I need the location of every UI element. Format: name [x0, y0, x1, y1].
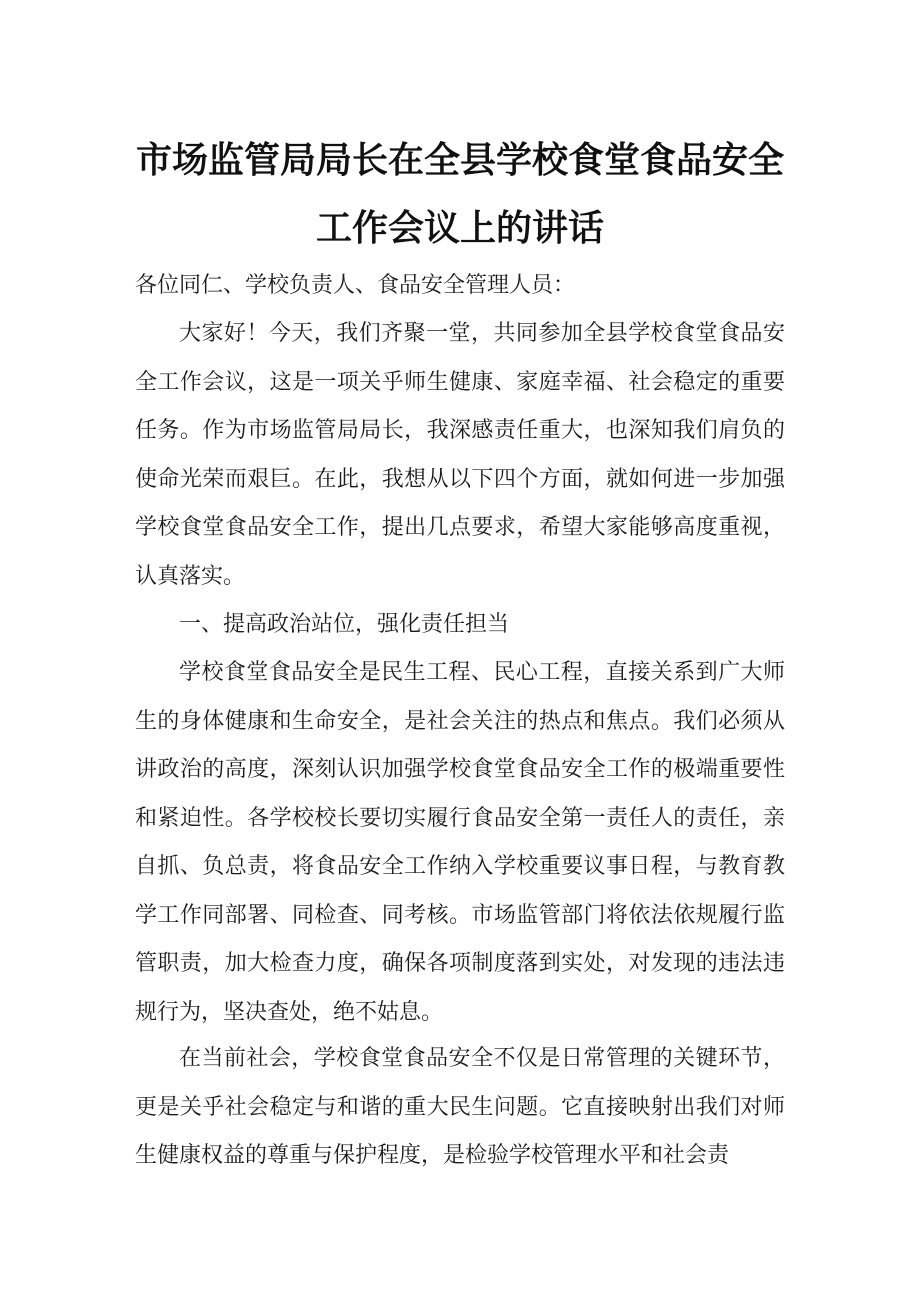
document-title-line2: 工作会议上的讲话 [315, 208, 604, 249]
section-heading-1: 一、提高政治站位，强化责任担当 [179, 612, 510, 637]
paragraph-intro: 大家好！今天，我们齐聚一堂，共同参加全县学校食堂食品安全工作会议，这是一项关乎师生健康、家庭幸福、社会稳定的重要任务。作为市场监管局局长，我深感责任重大，也深知我们肩负的使命光荣而艰巨。在此，我想从以下四个方面，就如何进一步加强学校食堂食品安全工作，提出几点要求，希望大家能够高度重视，认真落实。 [135, 321, 785, 589]
salutation: 各位同仁、学校负责人、食品安全管理人员： [135, 273, 576, 298]
paragraph-section1: 学校食堂食品安全是民生工程、民心工程，直接关系到广大师生的身体健康和生命安全，是社会关注的热点和焦点。我们必须从讲政治的高度，深刻认识加强学校食堂食品安全工作的极端重要性和紧迫性。各学校校长要切实履行食品安全第一责任人的责任，亲自抓、负总责，将食品安全工作纳入学校重要议事日程，与教育教学工作同部署、同检查、同考核。市场监管部门将依法依规履行监管职责，加大检查力度，确保各项制度落到实处，对发现的违法违规行为，坚决查处，绝不姑息。 [135, 660, 785, 1025]
document-title-line1: 市场监管局局长在全县学校食堂食品安全 [135, 140, 784, 181]
paragraph-context: 在当前社会，学校食堂食品安全不仅是日常管理的关键环节，更是关乎社会稳定与和谐的重大民生问题。它直接映射出我们对师生健康权益的尊重与保护程度，是检验学校管理水平和社会责 [135, 1046, 785, 1168]
